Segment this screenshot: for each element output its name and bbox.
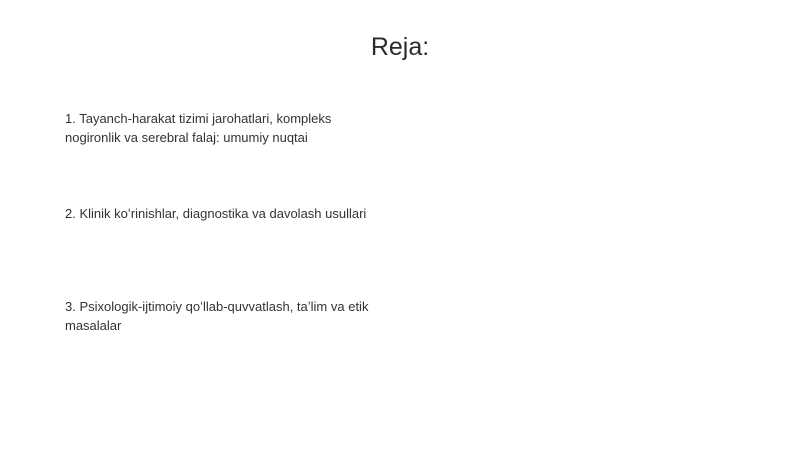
- plan-item-3: 3. Psixologik-ijtimoiy qoʻllab-quvvatlash, taʼlim va etik masalalar: [65, 299, 369, 333]
- plan-item-2: 2. Klinik koʻrinishlar, diagnostika va davolash usullari: [65, 206, 367, 221]
- plan-item-1: 1. Tayanch-harakat tizimi jarohatlari, kompleks nogironlik va serebral falaj: umumiy nuqtai: [65, 111, 332, 145]
- slide-title: Reja:: [370, 33, 430, 61]
